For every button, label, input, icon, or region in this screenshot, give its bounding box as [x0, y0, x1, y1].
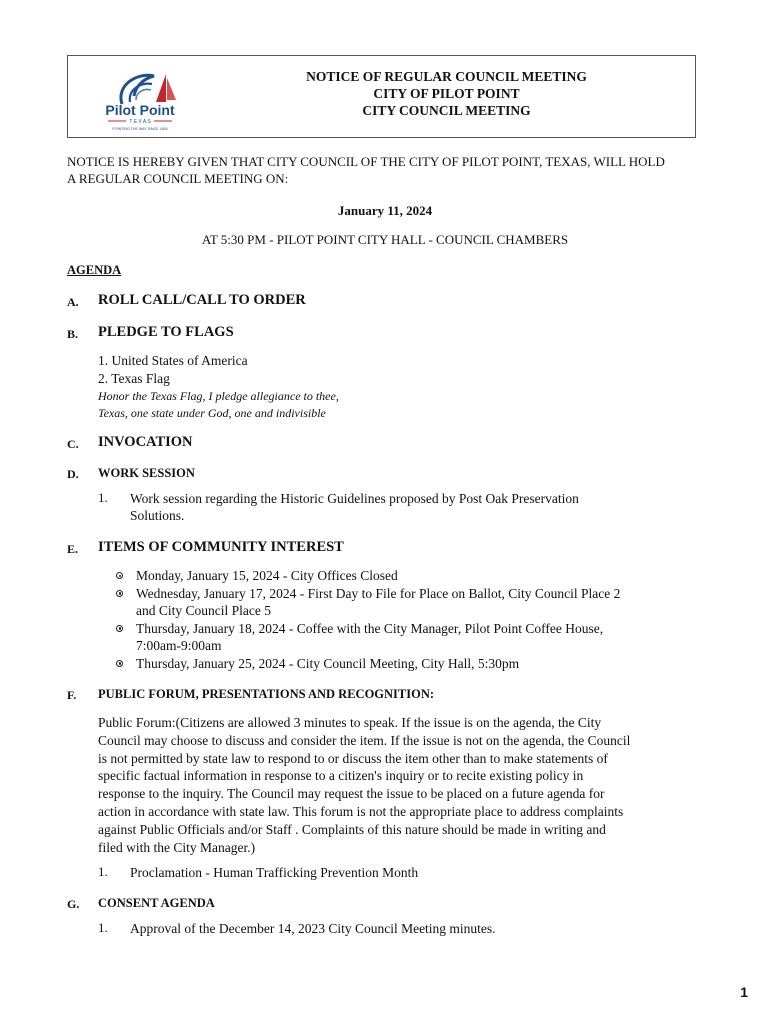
bullet-icon [116, 590, 123, 597]
work-session-item-number: 1. [98, 490, 108, 505]
paragraph-line: response to the inquiry. The Council may request the issue to be placed on a future agenda for [98, 786, 605, 802]
agenda-heading: AGENDA [67, 263, 122, 277]
section-f-title: PUBLIC FORUM, PRESENTATIONS AND RECOGNITION: [98, 687, 435, 701]
section-c-letter: C. [67, 437, 79, 451]
list-item [116, 655, 696, 673]
pledge-item: 1. United States of America [98, 353, 248, 368]
list-item-line: and City Council Place 5 [136, 603, 271, 618]
list-item-line: Monday, January 15, 2024 - City Offices Closed [136, 568, 398, 583]
bullet-icon [116, 660, 123, 667]
list-item-line: 7:00am-9:00am [136, 638, 222, 653]
page-number: 1 [740, 984, 748, 1000]
notice-line: A REGULAR COUNCIL MEETING ON: [67, 171, 289, 186]
pledge-item: 2. Texas Flag [98, 371, 170, 386]
logo-state: T E X A S [129, 119, 151, 125]
bullet-icon [116, 625, 123, 632]
logo-graphic [96, 66, 184, 132]
list-item-line: Thursday, January 25, 2024 - City Council Meeting, City Hall, 5:30pm [136, 655, 520, 671]
work-session-item-line: Work session regarding the Historic Guidelines proposed by Post Oak Preservation [130, 491, 579, 506]
list-item-line: Wednesday, January 17, 2024 - First Day to File for Place on Ballot, City Council Place 2 [136, 585, 621, 601]
section-a-letter: A. [67, 295, 79, 309]
meeting-date: January 11, 2024 [337, 203, 433, 218]
section-b-title: PLEDGE TO FLAGS [98, 324, 234, 340]
consent-item: Approval of the December 14, 2023 City Council Meeting minutes. [130, 921, 496, 936]
paragraph-line: against Public Officials and/or Staff . Complaints of this nature should be made in writing and [98, 821, 606, 837]
bullet-icon [116, 572, 123, 579]
section-e-title: ITEMS OF COMMUNITY INTEREST [98, 539, 344, 555]
section-e-letter: E. [67, 542, 79, 556]
header-title-line: NOTICE OF REGULAR COUNCIL MEETING [306, 69, 587, 84]
paragraph-line: is not permitted by state law to respond to or discuss the item other than to make statements of [98, 750, 608, 766]
notice-text [67, 153, 707, 187]
list-item-line: Thursday, January 18, 2024 - Coffee with the City Manager, Pilot Point Coffee House, [136, 620, 604, 636]
list-item [116, 620, 696, 655]
header-title-line: CITY COUNCIL MEETING [362, 103, 531, 118]
list-item [116, 567, 696, 585]
section-a-title: ROLL CALL/CALL TO ORDER [98, 292, 306, 308]
section-d-title: WORK SESSION [98, 466, 195, 480]
section-b-letter: B. [67, 327, 79, 341]
paragraph-line: filed with the City Manager.) [98, 839, 256, 855]
section-g-title: CONSENT AGENDA [98, 896, 215, 910]
logo-tagline: POINTING THE WAY SINCE 1854 [112, 127, 168, 131]
proclamation-item-number: 1. [98, 864, 108, 879]
section-d-letter: D. [67, 467, 79, 481]
meeting-location: AT 5:30 PM - PILOT POINT CITY HALL - COUNCIL CHAMBERS [201, 232, 569, 247]
list-item [116, 585, 696, 620]
section-f-letter: F. [67, 688, 77, 702]
consent-item-number: 1. [98, 920, 108, 935]
paragraph-line: Public Forum:(Citizens are allowed 3 minutes to speak. If the issue is on the agenda, the City [98, 715, 602, 730]
section-g-letter: G. [67, 897, 80, 911]
community-interest-list [116, 567, 696, 672]
work-session-item-line: Solutions. [130, 508, 185, 523]
section-c-title: INVOCATION [98, 434, 193, 450]
header-title-line: CITY OF PILOT POINT [373, 86, 520, 101]
header-box [67, 55, 696, 138]
public-forum-paragraph [98, 714, 698, 856]
header-title [218, 68, 675, 119]
paragraph-line: action in accordance with state law. This forum is not the appropriate place to address complaints [98, 803, 624, 819]
paragraph-line: Council may choose to discuss and consider the item. If the issue is not on the agenda, the Council [98, 732, 631, 748]
texas-pledge-line: Honor the Texas Flag, I pledge allegiance to thee, [98, 389, 339, 403]
pilot-point-logo [96, 66, 184, 132]
proclamation-item: Proclamation - Human Trafficking Prevention Month [130, 865, 419, 880]
work-session-item [130, 490, 670, 524]
logo-name: Pilot Point [105, 102, 175, 118]
texas-pledge-line: Texas, one state under God, one and indivisible [98, 406, 326, 420]
paragraph-line: specific factual information in response to a citizen's inquiry or to recite existing policy in [98, 768, 584, 784]
notice-line: NOTICE IS HEREBY GIVEN THAT CITY COUNCIL OF THE CITY OF PILOT POINT, TEXAS, WILL HOLD [67, 154, 665, 169]
